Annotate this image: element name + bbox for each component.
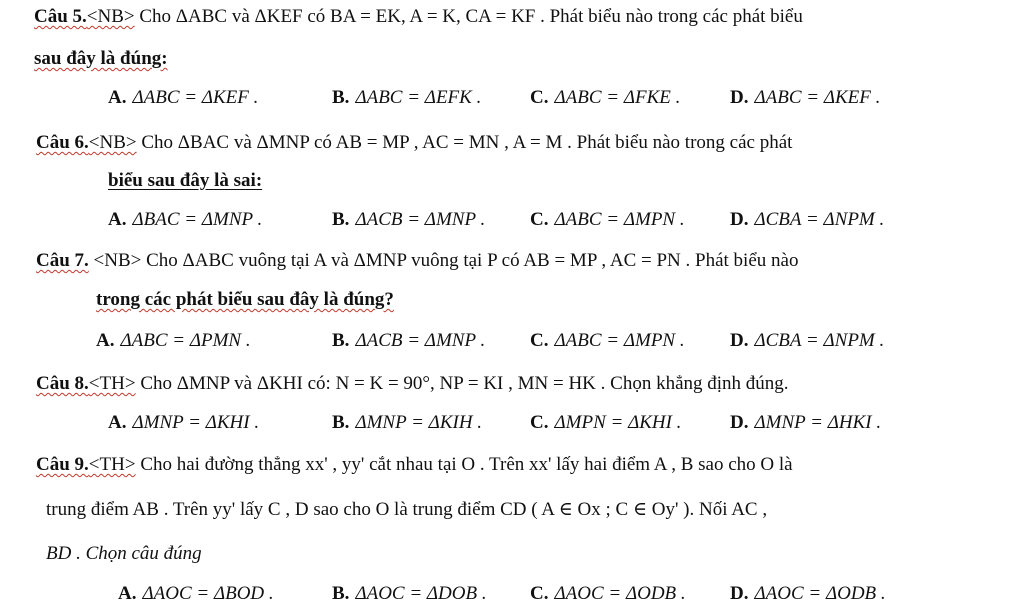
option-a[interactable]: A. ΔABC = ΔKEF . [108,87,259,108]
option-c[interactable]: C. ΔABC = ΔMPN . [530,330,685,351]
question-6-stem-line1 [36,132,792,154]
question-9-stem-line2: trung điểm AB . Trên yy' lấy C , D sao cho O là trung điểm CD ( A ∈ Ox ; C ∈ Oy' ). Nối AC , [46,499,768,520]
question-9-number: Câu 9. [36,454,89,475]
question-8-tag: <TH> [88,373,136,394]
question-9-stem-line1 [36,454,793,476]
option-a[interactable]: A. ΔAOC = ΔBOD . [118,583,274,604]
question-5-stem: Cho ΔABC và ΔKEF có BA = EK, A = K, CA = KF . Phát biểu nào trong các phát biểu [139,6,803,27]
option-b[interactable]: B. ΔABC = ΔEFK . [332,87,482,108]
question-6-stem-line2: biểu sau đây là sai: [108,170,263,191]
question-8-number: Câu 8. [36,373,89,394]
question-7-number: Câu 7. [36,250,89,271]
question-8-stem-line1 [36,373,789,395]
option-b[interactable]: B. ΔMNP = ΔKIH . [332,412,483,433]
question-5-stem-line2: sau đây là đúng: [34,48,168,69]
option-c[interactable]: C. ΔMPN = ΔKHI . [530,412,682,433]
option-c[interactable]: C. ΔABC = ΔMPN . [530,209,685,230]
question-6-stem: Cho ΔBAC và ΔMNP có AB = MP , AC = MN , A = M . Phát biểu nào trong các phát [141,132,793,153]
option-b[interactable]: B. ΔACB = ΔMNP . [332,209,486,230]
question-6-tag: <NB> [88,132,137,153]
option-b[interactable]: B. ΔACB = ΔMNP . [332,330,486,351]
option-c[interactable]: C. ΔAOC = ΔODB . [530,583,686,604]
question-8-stem: Cho ΔMNP và ΔKHI có: N = K = 90°, NP = KI , MN = HK . Chọn khẳng định đúng. [140,373,789,394]
question-9-stem: Cho hai đường thẳng xx' , yy' cắt nhau tại O . Trên xx' lấy hai điểm A , B sao cho O là [140,454,793,475]
question-5-stem-line1 [34,6,803,28]
question-9-stem-line3: BD . Chọn câu đúng [46,543,202,564]
question-7-stem-line1 [36,250,798,272]
option-d[interactable]: D. ΔCBA = ΔNPM . [730,209,885,230]
option-d[interactable]: D. ΔAOC = ΔODB . [730,583,886,604]
question-7-tag: <NB> [93,250,142,271]
question-5-number: Câu 5. [34,6,87,27]
option-d[interactable]: D. ΔMNP = ΔHKI . [730,412,882,433]
question-6-number: Câu 6. [36,132,89,153]
question-9-tag: <TH> [88,454,136,475]
option-b[interactable]: B. ΔAOC = ΔDOB . [332,583,487,604]
option-a[interactable]: A. ΔABC = ΔPMN . [96,330,251,351]
option-a[interactable]: A. ΔBAC = ΔMNP . [108,209,263,230]
option-c[interactable]: C. ΔABC = ΔFKE . [530,87,681,108]
question-5-tag: <NB> [86,6,135,27]
question-7-stem: Cho ΔABC vuông tại A và ΔMNP vuông tại P có AB = MP , AC = PN . Phát biểu nào [146,250,799,271]
option-a[interactable]: A. ΔMNP = ΔKHI . [108,412,260,433]
option-d[interactable]: D. ΔCBA = ΔNPM . [730,330,885,351]
option-d[interactable]: D. ΔABC = ΔKEF . [730,87,881,108]
question-7-stem-line2: trong các phát biểu sau đây là đúng? [96,289,394,310]
